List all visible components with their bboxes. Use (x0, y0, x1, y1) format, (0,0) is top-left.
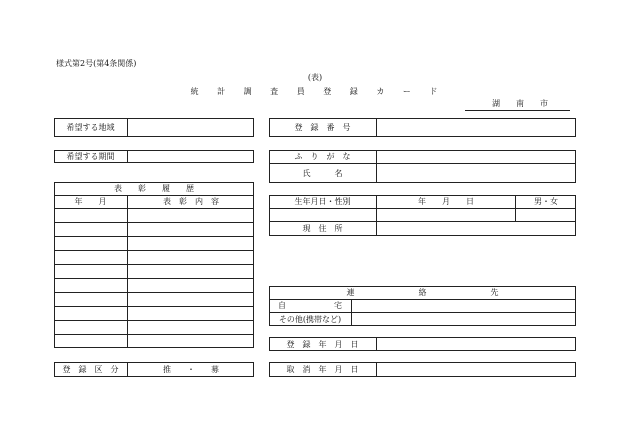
birthdate-value[interactable]: 年 月 日 (418, 197, 474, 206)
reg-number-field[interactable] (377, 118, 576, 137)
form-title: 統 計 調 査 員 登 録 カ ー ド (190, 87, 440, 96)
other-contact-field[interactable] (352, 312, 576, 326)
form-number: 様式第2号(第4条関係) (56, 59, 137, 68)
award-row-content[interactable] (128, 334, 254, 348)
award-row-date[interactable] (54, 264, 127, 278)
name-field[interactable] (377, 164, 576, 183)
furigana-label: ふ り が な (294, 152, 351, 161)
award-row-date[interactable] (54, 292, 127, 306)
address-field[interactable] (377, 221, 576, 236)
award-row-date[interactable] (54, 320, 127, 334)
desired-area-field[interactable] (128, 118, 254, 137)
birthdate-extra-field[interactable] (377, 208, 515, 221)
award-row-content[interactable] (128, 250, 254, 264)
award-row-date[interactable] (54, 208, 127, 222)
award-row-date[interactable] (54, 278, 127, 292)
awards-header: 表 彰 履 歴 (114, 184, 194, 193)
award-row-date[interactable] (54, 250, 127, 264)
award-row-content[interactable] (128, 208, 254, 222)
desired-period-field[interactable] (128, 150, 254, 163)
registration-category-label: 登 録 区 分 (62, 365, 119, 374)
city-underline (465, 110, 570, 111)
home-phone-field[interactable] (352, 299, 576, 312)
award-row-content[interactable] (128, 236, 254, 250)
award-row-date[interactable] (54, 306, 127, 320)
award-row-date[interactable] (54, 334, 127, 348)
reg-date-label: 登 録 年 月 日 (286, 339, 359, 349)
award-row-content[interactable] (128, 264, 254, 278)
desired-period-label: 希望する期間 (66, 152, 115, 161)
city-name: 湖 南 市 (492, 99, 548, 108)
cancel-date-field[interactable] (377, 362, 576, 377)
reg-date-field[interactable] (377, 337, 576, 351)
award-row-content[interactable] (128, 278, 254, 292)
gender-value[interactable]: 男・女 (534, 197, 558, 206)
desired-area-label: 希望する地域 (66, 123, 115, 132)
address-label: 現 住 所 (302, 224, 343, 233)
home-label: 自 宅 (278, 301, 342, 310)
award-row-date[interactable] (54, 236, 127, 250)
award-row-date[interactable] (54, 222, 127, 236)
contact-header: 連 絡 先 (346, 288, 499, 297)
registration-category-value[interactable]: 推 ・ 募 (163, 365, 219, 374)
award-row-content[interactable] (128, 306, 254, 320)
form-side-label: (表) (307, 73, 323, 82)
cancel-date-label: 取 消 年 月 日 (286, 365, 359, 374)
award-row-content[interactable] (128, 320, 254, 334)
furigana-field[interactable] (377, 150, 576, 163)
award-row-content[interactable] (128, 222, 254, 236)
award-row-content[interactable] (128, 292, 254, 306)
other-contact-label: その他(携帯など) (278, 314, 342, 324)
awards-col-content: 表 彰 内 容 (163, 197, 219, 206)
birthdate-label: 生年月日・性別 (294, 197, 351, 206)
name-label: 氏 名 (302, 169, 343, 178)
reg-number-label: 登 録 番 号 (294, 123, 351, 132)
awards-col-date: 年 月 (74, 197, 107, 206)
